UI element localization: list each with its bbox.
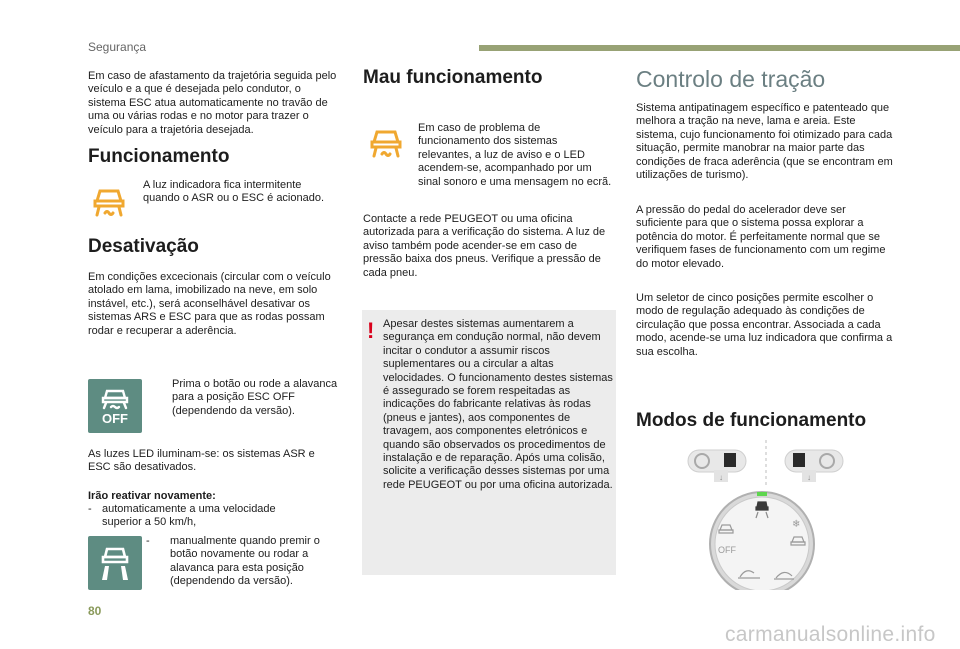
esc-off-button-icon — [88, 379, 142, 433]
reactivate-item-2: manualmente quando premir o botão novamente ou rodar a alavanca para esta posição (dependendo da versão). — [170, 535, 320, 588]
malfunction-text: Em caso de problema de funcionamento dos sistemas relevantes, a luz de aviso e o LED acendem-se, acompanhado por um sinal sonoro e uma mensagem no ecrã. — [418, 122, 612, 188]
heading-desativacao: Desativação — [88, 236, 199, 257]
svg-text:↓: ↓ — [719, 473, 723, 482]
reactivate-item-1: automaticamente a uma velocidade superior a 50 km/h, — [102, 503, 276, 529]
watermark: carmanualsonline.info — [725, 623, 936, 646]
traction-button-icon — [88, 536, 142, 590]
reactivate-dash-1: - — [88, 503, 92, 515]
reactivate-title: Irão reativar novamente: — [88, 490, 216, 502]
heading-modos: Modos de funcionamento — [636, 410, 867, 431]
heading-mau-funcionamento: Mau funcionamento — [363, 67, 543, 88]
traction-p3: Um seletor de cinco posições permite escolher o modo de regulação adequado às condições de circulação que possa encontrar. Associada a cada modo, acende-se uma luz indicadora que confirma a sua escolha. — [636, 292, 893, 358]
esc-warning-icon — [90, 183, 128, 221]
desativacao-step-text: Prima o botão ou rode a alavanca para a posição ESC OFF (dependendo da versão). — [172, 378, 338, 417]
warning-exclamation-icon: ! — [367, 318, 375, 343]
warning-text: Apesar destes sistemas aumentarem a segurança em condução normal, não devem incitar o condutor a assumir riscos suplementares ou a circular a altas velocidades. O funcionamento destes sistemas é assegurado se forem respeitadas as indicações do fabricante relativas às rodas (pneus e jantes), aos componentes de travagem, aos componentes eletrónicos e quando são observados os procedimentos de instalação e de reparação. Após uma colisão, solicite a verificação desses sistemas por uma rede PEUGEOT ou por uma oficina autorizada. — [383, 318, 613, 491]
desativacao-text: Em condições excecionais (circular com o veículo atolado em lama, imobilizado na neve, em solo instável, etc.), será aconselhável desativar os sistemas ARS e ESC para que as rodas possam rodar e recuperar a aderência. — [88, 271, 331, 337]
section-accent-bar — [479, 45, 960, 51]
heading-controlo-tracao: Controlo de tração — [636, 66, 826, 92]
hill-descent-switch-left — [688, 450, 746, 482]
mode-selector-illustration — [680, 440, 850, 590]
esc-malfunction-icon — [367, 124, 405, 162]
heading-funcionamento: Funcionamento — [88, 146, 230, 167]
traction-p1: Sistema antipatinagem específico e patenteado que melhora a tração na neve, lama e areia. Este sistema, cujo funcionamento foi otimizado para cada situação, permite manobrar na maior parte das condições de fraca aderência (que se encontram em utilizações de turismo). — [636, 102, 893, 182]
section-label: Segurança — [88, 40, 147, 54]
off-label: OFF — [102, 411, 128, 426]
leds-text: As luzes LED iluminam-se: os sistemas ASR e ESC são desativados. — [88, 448, 315, 474]
contact-text: Contacte a rede PEUGEOT ou uma oficina autorizada para a verificação do sistema. A luz de aviso também pode acender-se em caso de pressão baixa dos pneus. Verifique a pressão de cada pneu. — [363, 213, 606, 279]
reactivate-dash-2: - — [146, 535, 150, 547]
dial-off-label: OFF — [718, 545, 736, 555]
hill-descent-switch-right — [785, 450, 843, 482]
funcionamento-text: A luz indicadora fica intermitente quando o ASR ou o ESC é acionado. — [143, 179, 325, 205]
traction-p2: A pressão do pedal do acelerador deve ser suficiente para que o sistema possa explorar a potência do motor. É perfeitamente normal que se verifiquem fases de funcionamento com um regime do motor elevado. — [636, 204, 886, 270]
svg-text:❄: ❄ — [792, 519, 801, 530]
svg-text:↓: ↓ — [807, 473, 811, 482]
step-marker — [153, 378, 172, 418]
page-number: 80 — [88, 604, 102, 618]
esc-intro-text: Em caso de afastamento da trajetória seguida pelo veículo e a que é desejada pelo condutor, o sistema ESC atua automaticamente no travão de uma ou várias rodas e no motor para trazer o veículo para a trajetória desejada. — [88, 70, 337, 136]
